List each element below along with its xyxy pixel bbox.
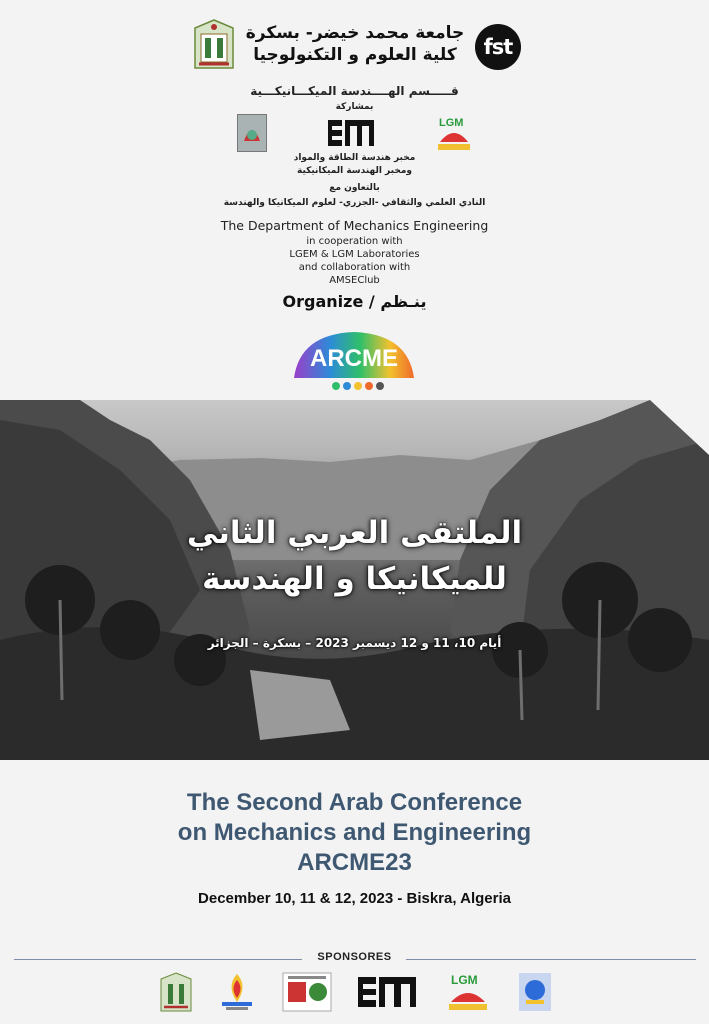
sponsor-club-logo <box>218 972 256 1012</box>
department-en: The Department of Mechanics Engineering <box>220 218 489 233</box>
club-en: AMSEClub <box>329 275 380 286</box>
university-logo <box>193 18 235 70</box>
banner-date-ar: أيام 10، 11 و 12 ديسمبر 2023 – بسكرة – الجزائر <box>207 636 502 650</box>
fst-logo-text: fst <box>483 35 513 59</box>
arcme-logo <box>290 328 418 394</box>
cooperation-en: in cooperation with <box>306 236 403 247</box>
conference-acronym: ARCME23 <box>297 849 412 876</box>
sponsor-em-logo <box>358 972 416 1012</box>
participation-ar: بمشاركة <box>335 102 374 112</box>
sponsor-university-logo <box>160 972 192 1012</box>
banner-title-line-1: الملتقى العربي الثاني <box>186 515 523 551</box>
sponsor-faculty-logo <box>282 972 332 1012</box>
conference-title-line-1: The Second Arab Conference <box>186 789 523 816</box>
cooperation-ar: بالتعاون مع <box>329 183 380 193</box>
club-ar: النادي العلمي والثقافي -الجزري- لعلوم الميكانيكا والهندسة <box>223 198 486 208</box>
svg-text:LGM: LGM <box>451 973 478 987</box>
faculty-line: كلية العلوم و التكنولوجيا <box>253 45 457 65</box>
arcme-logo-text: ARCME <box>310 345 398 372</box>
lab-emblem-logo <box>237 114 267 152</box>
conference-title <box>0 788 709 878</box>
sponsor-lab-logo <box>518 972 552 1012</box>
banner-title-line-2: للميكانيكا و الهندسة <box>202 561 507 597</box>
laboratories-en: LGEM & LGM Laboratories <box>289 249 420 260</box>
lgm-lab-logo <box>436 114 472 152</box>
conference-title-line-2: on Mechanics and Engineering <box>177 819 532 846</box>
labs-line-2: ومخبر الهندسة الميكانيكية <box>297 166 412 176</box>
university-line: جامعة محمد خيضر- بسكرة <box>245 23 465 43</box>
labs-line-1: مخبر هندسة الطاقة والمواد <box>293 153 416 163</box>
collaboration-en: and collaboration with <box>298 262 411 273</box>
sponsors-divider-right <box>406 959 696 960</box>
sponsors-label: SPONSORES <box>317 951 392 963</box>
department-ar: قـــــسم الهــــندسة الميكـــانيكـــية <box>250 84 459 98</box>
university-name-ar <box>245 22 465 66</box>
sponsor-lgm-logo <box>447 972 489 1012</box>
labs-ar <box>0 152 709 178</box>
banner-title-ar <box>0 510 709 602</box>
conference-date-place: December 10, 11 & 12, 2023 - Biskra, Algeria <box>198 890 511 907</box>
fst-logo <box>475 24 521 70</box>
em-lab-logo <box>328 120 374 146</box>
organize-label: Organize / ينـظم <box>282 292 427 311</box>
svg-text:LGM: LGM <box>439 117 464 129</box>
